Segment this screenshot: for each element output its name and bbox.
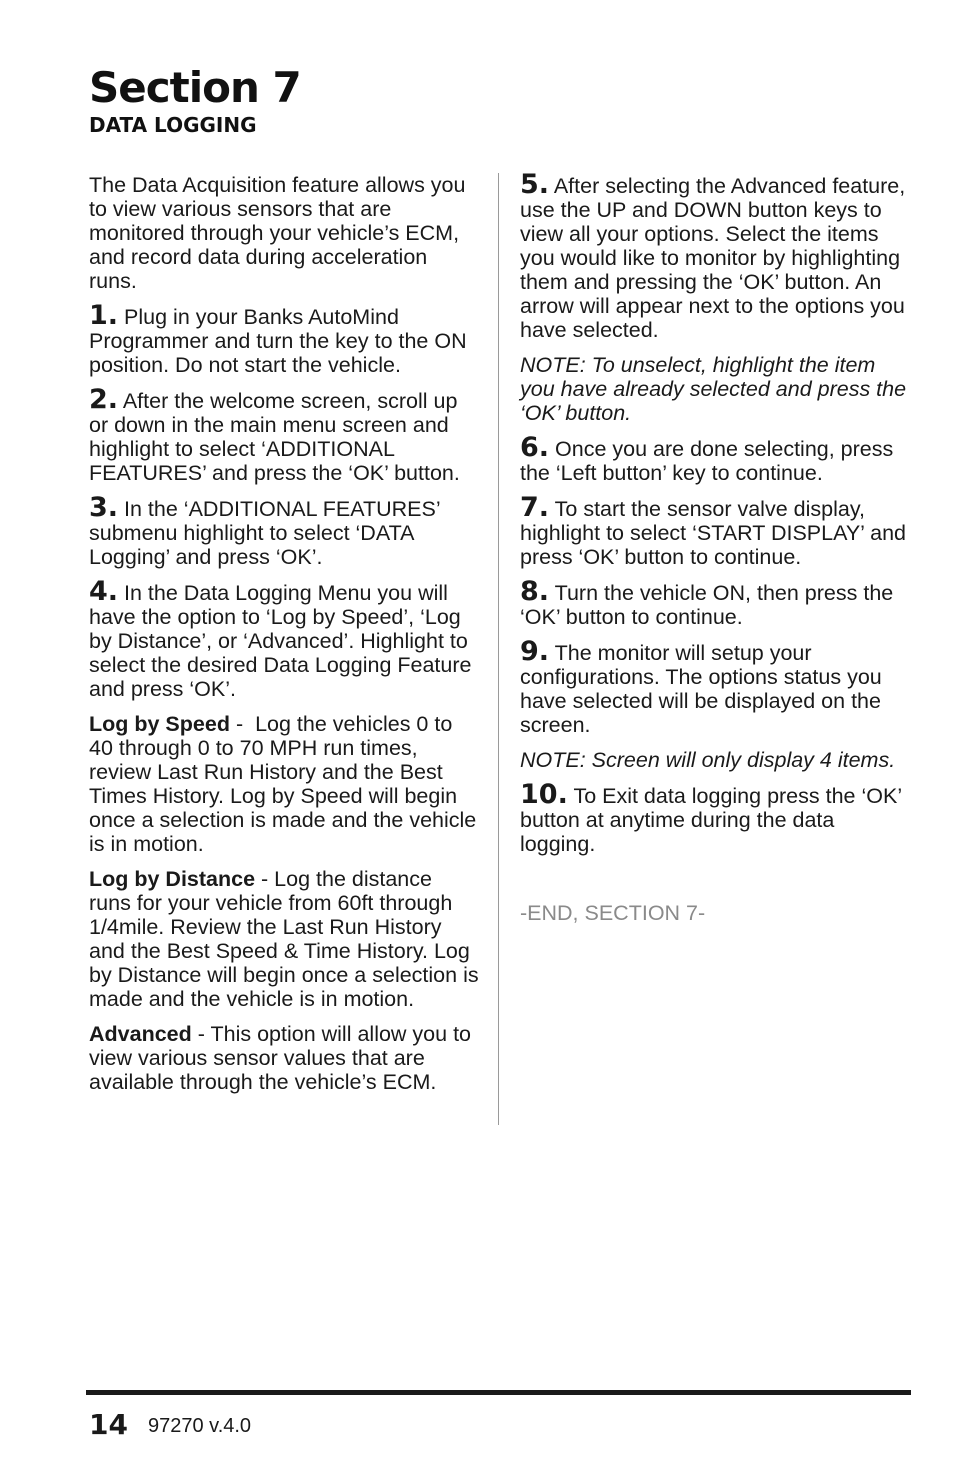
section-header [89, 64, 301, 138]
note-unselect: NOTE: To unselect, highlight the item you have already selected and press the ‘OK’ button. [520, 353, 907, 425]
step-2 [89, 384, 479, 485]
step-number: 7. [520, 492, 550, 523]
definition-log-by-distance [89, 867, 479, 1011]
step-number: 9. [520, 636, 550, 667]
definition-advanced [89, 1022, 479, 1094]
page-number: 14 [89, 1408, 128, 1441]
right-column [520, 169, 910, 936]
definition-separator: - [229, 712, 256, 736]
step-3 [89, 492, 479, 569]
definition-text: Log the distance runs for your vehicle from 60ft through 1/4mile. Review the Last Run History and the Best Speed & Time History. Log by Distance will begin once a selection is made and the vehicle is in motion. [89, 867, 479, 1011]
document-version: 97270 v.4.0 [148, 1415, 252, 1437]
step-8 [520, 576, 910, 629]
definition-text: This option will allow you to view various sensor values that are available through the vehicle’s ECM. [89, 1022, 471, 1094]
step-number: 4. [89, 576, 119, 607]
step-1 [89, 300, 479, 377]
definition-term: Log by Speed [89, 712, 230, 736]
step-text: To Exit data logging press the ‘OK’ button at anytime during the data logging. [520, 784, 902, 856]
step-6 [520, 432, 910, 485]
step-text: Plug in your Banks AutoMind Programmer and turn the key to the ON position. Do not start the vehicle. [89, 305, 467, 377]
section-title: Section 7 [89, 63, 301, 112]
note-display-limit: NOTE: Screen will only display 4 items. [520, 748, 896, 772]
definition-separator: - [191, 1022, 211, 1046]
step-7 [520, 492, 910, 569]
step-number: 2. [89, 384, 119, 415]
step-number: 1. [89, 300, 119, 331]
section-subtitle: DATA LOGGING [89, 113, 257, 137]
step-10 [520, 779, 910, 856]
step-text: Turn the vehicle ON, then press the ‘OK’ button to continue. [520, 581, 894, 629]
intro-paragraph: The Data Acquisition feature allows you to view various sensors that are monitored through your vehicle’s ECM, and record data during acceleration runs. [89, 173, 466, 293]
end-marker: -END, SECTION 7- [520, 901, 706, 925]
step-5 [520, 169, 910, 342]
step-number: 5. [520, 169, 550, 200]
left-column [89, 173, 479, 1105]
step-text: The monitor will setup your configurations. The options status you have selected will be displayed on the screen. [520, 641, 882, 737]
footer-rule [86, 1390, 911, 1395]
step-9 [520, 636, 910, 737]
definition-text: Log the vehicles 0 to 40 through 0 to 70 MPH run times, review Last Run History and the Best Times History. Log by Speed will begin once a selection is made and the vehicle is in motion. [89, 712, 477, 856]
definition-term: Advanced [89, 1022, 192, 1046]
step-text: In the Data Logging Menu you will have the option to ‘Log by Speed’, ‘Log by Distance’, or ‘Advanced’. Highlight to select the desired Data Logging Feature and press ‘OK’. [89, 581, 472, 701]
step-text: After the welcome screen, scroll up or down in the main menu screen and highlight to select ‘ADDITIONAL FEATURES’ and press the ‘OK’ button. [89, 389, 460, 485]
step-number: 10. [520, 779, 568, 810]
definition-separator: - [255, 867, 275, 891]
step-number: 8. [520, 576, 550, 607]
definition-log-by-speed [89, 712, 479, 856]
step-4 [89, 576, 479, 701]
definition-term: Log by Distance [89, 867, 256, 891]
step-text: After selecting the Advanced feature, use the UP and DOWN button keys to view all your options. Select the items you would like to monitor by highlighting them and pressing the ‘OK’ button. An arrow will appear next to the options you have selected. [520, 174, 906, 342]
step-text: In the ‘ADDITIONAL FEATURES’ submenu highlight to select ‘DATA Logging’ and press ‘OK’. [89, 497, 440, 569]
column-divider [498, 173, 499, 1125]
step-number: 6. [520, 432, 550, 463]
step-text: Once you are done selecting, press the ‘Left button’ key to continue. [520, 437, 894, 485]
step-text: To start the sensor valve display, highlight to select ‘START DISPLAY’ and press ‘OK’ button to continue. [520, 497, 907, 569]
step-number: 3. [89, 492, 119, 523]
